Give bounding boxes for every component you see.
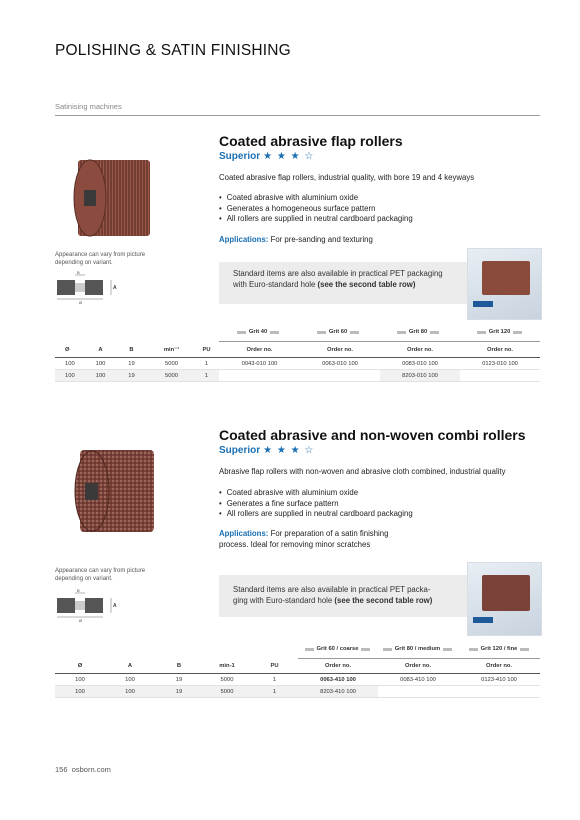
svg-text:Ø: Ø: [79, 618, 83, 623]
list-item: • All rollers are supplied in neutral cardboard packaging: [219, 214, 413, 225]
list-item: • All rollers are supplied in neutral cardboard packaging: [219, 509, 413, 520]
table-row: 100 100 19 5000 1 0063-410 100 0083-410 100 0123-410 100: [55, 674, 540, 686]
dimension-diagram: [55, 588, 125, 623]
svg-text:A: A: [113, 603, 117, 609]
svg-text:B: B: [77, 588, 80, 593]
spec-table: [55, 659, 540, 698]
feature-list: [219, 488, 413, 520]
column-header: A: [87, 343, 114, 358]
grit-header: Grit 40 Grit 60 Grit 80 Grit 120: [219, 329, 540, 339]
svg-text:A: A: [113, 285, 117, 291]
product-title: Coated abrasive and non-woven combi rollers: [219, 427, 526, 443]
list-item: • Coated abrasive with aluminium oxide: [219, 488, 413, 499]
section-label: Satinising machines: [55, 102, 122, 111]
product-image-combi-roller: [60, 440, 165, 540]
spec-table: [55, 343, 540, 382]
column-header: Ø: [55, 659, 105, 674]
table-row: 100 100 19 5000 1 0043-010 100 0063-010 100 0083-010 100 0123-010 100: [55, 358, 540, 370]
column-header: Order no.: [219, 343, 300, 358]
page-footer: [55, 765, 111, 774]
column-header: B: [114, 343, 149, 358]
column-header: A: [105, 659, 155, 674]
column-header: Order no.: [380, 343, 460, 358]
packaging-note: Standard items are also available in practical PET packa- ging with Euro-standard hole (see the second table row): [233, 585, 433, 605]
product-title: Coated abrasive flap rollers: [219, 133, 403, 149]
image-note: Appearance can vary from picture depending on variant.: [55, 252, 146, 266]
rating-label: Superior: [219, 445, 261, 456]
table-row: 100 100 19 5000 1 8203-010 100: [55, 370, 540, 382]
dimension-diagram: [55, 270, 125, 305]
svg-text:B: B: [77, 270, 80, 275]
svg-text:Ø: Ø: [79, 300, 83, 305]
product-image-flap-roller: [60, 148, 165, 243]
packaging-photo: [467, 562, 542, 636]
list-item: • Generates a homogeneous surface pattern: [219, 204, 413, 215]
column-header: PU: [251, 659, 298, 674]
column-header: B: [155, 659, 203, 674]
footer-link[interactable]: osborn.com: [71, 765, 111, 774]
column-header: min-1: [203, 659, 251, 674]
column-header: Order no.: [460, 343, 540, 358]
applications: Applications: For preparation of a satin finishing process. Ideal for removing minor scratches: [219, 529, 389, 549]
list-item: • Coated abrasive with aluminium oxide: [219, 193, 413, 204]
table-row: 100 100 19 5000 1 8203-410 100: [55, 686, 540, 698]
packaging-photo: [467, 248, 542, 320]
list-item: • Generates a fine surface pattern: [219, 499, 413, 510]
product-description: Abrasive flap rollers with non-woven and abrasive cloth combined, industrial quality: [219, 467, 506, 476]
column-header: Order no.: [378, 659, 458, 674]
column-header: min⁻¹: [149, 343, 194, 358]
stars-icon: ★ ★ ★ ☆: [263, 445, 315, 456]
divider: [219, 341, 540, 342]
table-header-row: [55, 343, 540, 358]
image-note: Appearance can vary from picture depending on variant.: [55, 568, 146, 582]
rating: [219, 445, 314, 456]
rating: [219, 151, 314, 162]
stars-icon: ★ ★ ★ ☆: [263, 151, 315, 162]
divider: [55, 115, 540, 116]
column-header: Order no.: [298, 659, 378, 674]
column-header: PU: [194, 343, 219, 358]
feature-list: [219, 193, 413, 225]
packaging-note: Standard items are also available in practical PET packaging with Euro-standard hole (see the second table row): [233, 269, 443, 289]
column-header: Order no.: [300, 343, 380, 358]
grit-header: Grit 60 / coarse Grit 80 / medium Grit 120 / fine: [298, 646, 540, 656]
product-description: Coated abrasive flap rollers, industrial quality, with bore 19 and 4 keyways: [219, 173, 475, 182]
table-header-row: [55, 659, 540, 674]
column-header: Order no.: [458, 659, 540, 674]
page-title: POLISHING & SATIN FINISHING: [55, 42, 291, 59]
column-header: Ø: [55, 343, 87, 358]
rating-label: Superior: [219, 151, 261, 162]
applications: Applications: For pre-sanding and texturing: [219, 235, 373, 244]
page-number: 156: [55, 765, 68, 774]
